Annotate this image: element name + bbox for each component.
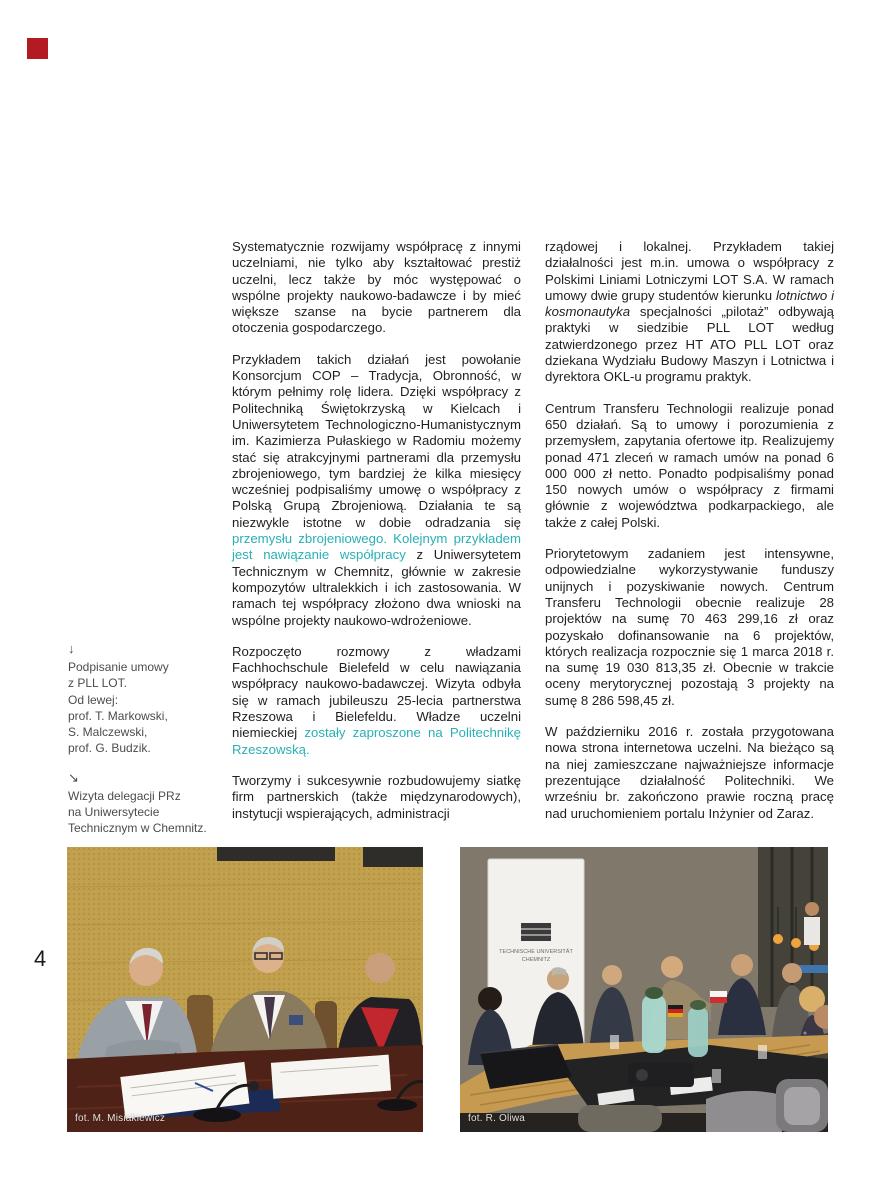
diagonal-arrow-icon: ↘: [68, 769, 79, 785]
picture-frame: [363, 847, 423, 867]
paragraph: [232, 239, 521, 337]
banner-text-line2: CHEMNITZ: [521, 957, 551, 963]
photo1-caption: Podpisanie umowy z PLL LOT. Od lewej: prof. T. Markowski, S. Malczewski, prof. G. Budzik.: [68, 660, 169, 756]
text-column-right: [545, 239, 834, 822]
pocket-square: [289, 1015, 303, 1025]
paragraph: [232, 352, 521, 629]
text-segment: Centrum Transferu Technologii realizuje ponad 650 działań. Są to umowy i porozumienia z przemysłem, zapytania ofertowe itp. Realizujemy ponad 471 zleceń w ramach umów na ponad 6 000 000 zł netto. Ponadto podpisaliśmy ponad 150 nowych umów o współpracy z firmami głównie z województwa podkarpackiego, ale także z całej Polski.: [545, 400, 834, 530]
text-segment: specjalności „pilotaż” odbywają praktyki w siedzibie PLL LOT według zatwierdzonego przez HT ATO PLL LOT oraz dziekana Wydziału Budowy Maszyn i Lotnictwa i dyrektora OKL-u programu praktyk.: [545, 304, 834, 385]
caption-gap: [68, 757, 228, 770]
paragraph: [545, 239, 834, 386]
paragraph: [545, 724, 834, 822]
text-segment: Tworzymy i sukcesywnie rozbudowujemy siatkę firm partnerskich (także międzynarodowych), instytucji wspierających, administracji: [232, 772, 521, 821]
text-segment: z Uniwersytetem Technicznym w Chemnitz, głównie w zakresie kompozytów ultralekkich i ich zastosowania. W ramach tej współpracy złożono dwa wnioski na wspólne projekty naukowo-wdrożeniowe.: [232, 547, 521, 628]
text-segment: Systematycznie rozwijamy współpracę z innymi uczelniami, nie tylko aby kształtować prestiż uczelni, lecz także by móc występować o wspólne projekty naukowo-badawcze i by mieć większe szanse na bycie partnerem dla otoczenia gospodarczego.: [232, 239, 521, 336]
picture-frame: [217, 847, 335, 861]
paragraph: [545, 401, 834, 531]
photo-chemnitz-meeting: [460, 847, 828, 1132]
page-corner-marker: [27, 38, 48, 59]
banner-text-line1: TECHNISCHE UNIVERSITÄT: [499, 949, 573, 955]
window-and-bar: [758, 847, 828, 1007]
photo-captions-margin: [68, 641, 228, 837]
photo2-credit: fot. R. Oliwa: [468, 1113, 526, 1124]
photo2-illustration: [460, 847, 828, 1132]
text-segment: przemysłu zbrojeniowego. Kolejnym przykładem jest nawiązanie współpracy: [232, 531, 521, 563]
text-segment: rządowej i lokalnej. Przykładem takiej działalności jest m.in. umowa o współpracy z Polskimi Liniami Lotniczymi LOT S.A. W ramach umowy dwie grupy studentów kierunku: [545, 239, 834, 303]
photo1-illustration: [67, 847, 423, 1132]
photo-signing-pll-lot: [67, 847, 423, 1132]
text-segment: W październiku 2016 r. została przygotowana nowa strona internetowa uczelni. Na bieżąco są na niej zamieszczane najważniejsze informacje prezentujące działalność Politechniki. We wrześniu br. zakończono prawie roczną pracę nad uruchomieniem portalu Inżynier od Zaraz.: [545, 724, 834, 821]
text-segment: Rozpoczęto rozmowy z władzami Fachhochschule Bielefeld w celu nawiązania współpracy naukowo-badawczej. Wizyta odbyła się w ramach jubileuszu 25-lecia partnerstwa Rzeszowa i Bielefeldu. Władze uczelni niemieckiej: [232, 643, 521, 741]
bar-person: [805, 902, 819, 916]
text-segment: lotnictwo i kosmonautyka: [545, 287, 834, 320]
text-column-left: [232, 239, 521, 822]
paragraph: [232, 773, 521, 822]
text-segment: Priorytetowym zadaniem jest intensywne, odpowiedzialne wykorzystywanie funduszy unijnych i pozyskiwanie nowych. Centrum Transferu Technologii obecnie realizuje 28 projektów na sumę 70 463 299,16 zł oraz pozyskało dofinansowanie na 6 projektów, których realizacja rozpocznie się 1 marca 2018 r. na sumę 19 030 813,35 zł. Obecnie w trakcie oceny merytorycznej pozostają 3 projekty na sumę 8 286 598,45 zł.: [545, 546, 834, 708]
photo1-credit: fot. M. Misiakiewicz: [75, 1113, 166, 1124]
paragraph: [232, 644, 521, 758]
text-segment: Przykładem takich działań jest powołanie Konsorcjum COP – Tradycja, Obronność, w którym pełnimy rolę lidera. Dzięki współpracy z Politechniką Świętokrzyską w Kielcach i Uniwersytetem Technologiczno-Humanistycznym im. Kazimierza Pułaskiego w Radomiu możemy stać się atrakcyjnymi partnerami dla przemysłu zbrojeniowego, tym bardziej że kilka miesięcy wcześniej podpisaliśmy umowę o współpracy z Polską Grupą Zbrojeniową. Działania te są niezwykle istotne w dobie odradzania się: [232, 351, 521, 530]
down-arrow-icon: ↓: [68, 641, 75, 656]
paragraph: [545, 546, 834, 709]
page-number: 4: [34, 946, 47, 971]
text-segment: zostały zaproszone na Politechnikę Rzeszowską.: [232, 725, 521, 757]
photo2-caption: Wizyta delegacji PRz na Uniwersytecie Technicznym w Chemnitz.: [68, 788, 207, 836]
